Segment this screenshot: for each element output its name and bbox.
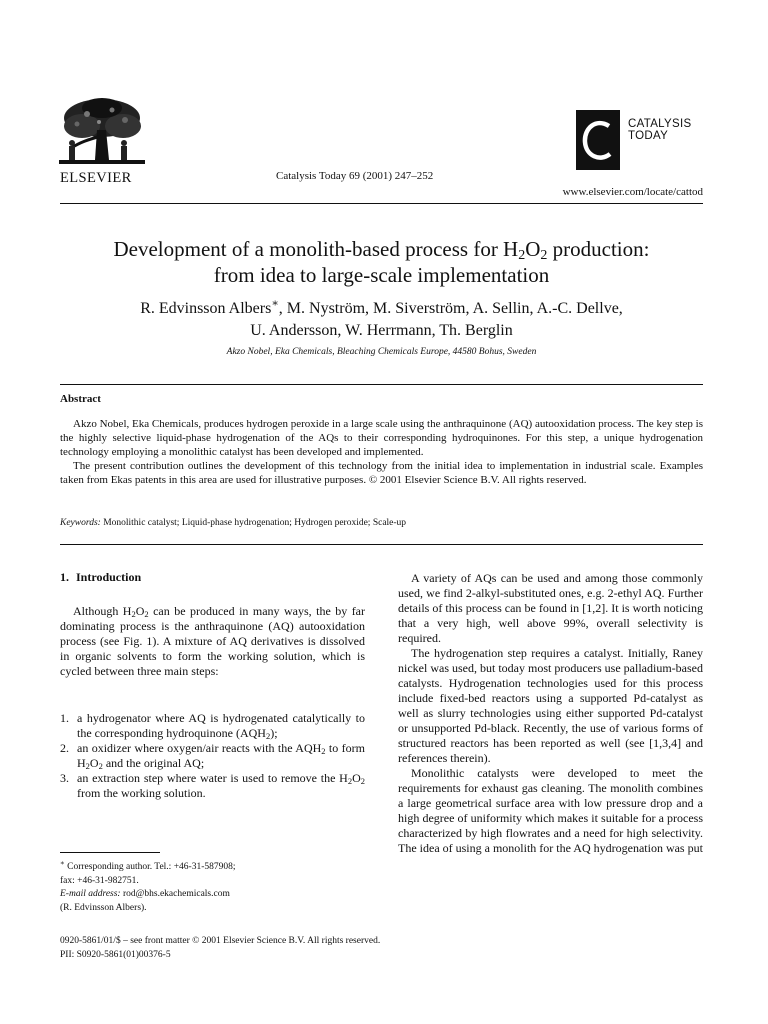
title-line-1: Development of a monolith-based process for $H_2O_2$ production:: [113, 237, 650, 263]
footnote-line: (R. Edvinsson Albers).: [60, 902, 147, 913]
title-line-2: from idea to large-scale implementation: [213, 263, 550, 287]
author-list: [60, 298, 703, 342]
keywords-text: Monolithic catalyst; Liquid-phase hydrogenation; Hydrogen peroxide; Scale-up: [100, 518, 407, 528]
section-heading-introduction: 1. Introduction: [60, 570, 142, 584]
catalysis-today-logo: [573, 98, 703, 180]
list-item: 1. a hydrogenator where AQ is hydrogenated catalytically to the corresponding hydroquinone $(AQH_2)$;: [60, 711, 365, 741]
body-paragraph: The hydrogenation step requires a catalyst. Initially, Raney nickel was used, but today most producers use palladium-based catalysts. Hydrogenation technologies used for this process include fixed-bed reactors using a supported Pd-catalyst as well as slurry technologies using either supported Pd-catalyst or unsupported Pd-black. Recently, the use of various forms of structured reactors has been reported as well (see [1,3,4] and references therein).: [398, 646, 703, 765]
authors-line-2: U. Andersson, W. Herrmann, Th. Berglin: [250, 322, 513, 339]
body-paragraph: Monolithic catalysts were developed to meet the requirements for exhaust gas cleaning. The monolith combines a large geometrical surface area with low pressure drop and a high degree of uniformity which makes it suitable for a process characterized by high flowrates and a need for high selectivity. The idea of using a monolith for the AQ hydrogenation was put: [398, 766, 703, 855]
copyright-line: 0920-5861/01/$ – see front matter © 2001 Elsevier Science B.V. All rights reserved.: [60, 936, 381, 946]
footnote-line: ∗ Corresponding author. Tel.: +46-31-587908;: [60, 858, 236, 872]
catalysis-today-emblem-icon: [576, 110, 620, 170]
pii-line: PII: S0920-5861(01)00376-5: [60, 949, 171, 960]
process-steps-list: [60, 711, 365, 801]
keywords-label: Keywords:: [60, 518, 101, 528]
elsevier-logo: [57, 96, 147, 186]
right-column: [398, 571, 703, 856]
footnote-line: fax: +46-31-982751.: [60, 875, 139, 886]
journal-logo-line2: TODAY: [628, 130, 669, 142]
catalysis-today-wordmark: [628, 118, 691, 142]
corresponding-author-mark[interactable]: ∗: [271, 297, 279, 310]
email-link[interactable]: rod@bhs.ekachemicals.com: [120, 889, 230, 899]
journal-logo-line1: CATALYSIS: [628, 118, 692, 130]
intro-paragraph: Although $H_2O_2$ can be produced in many ways, the by far dominating process is the anthraquinone (AQ) autooxidation process (see Fig. 1). A mixture of AQ derivatives is dissolved in organic solvents to form the working solution, which is cycled between three main steps:: [60, 604, 366, 678]
footnote-rule: [60, 852, 160, 853]
abstract-bottom-rule: [60, 544, 703, 545]
keywords: [60, 518, 703, 528]
body-paragraph: A variety of AQs can be used and among those commonly used, we find 2-alkyl-substituted ones, e.g. 2-ethyl AQ. Further details of this process can be found in [1,2]. It is worth noticing that a very high, well above 99%, overall selectivity is required.: [398, 571, 703, 645]
abstract-heading: Abstract: [60, 393, 101, 405]
affiliation: Akzo Nobel, Eka Chemicals, Bleaching Chemicals Europe, 44580 Bohus, Sweden: [226, 347, 537, 357]
abstract-top-rule: [60, 384, 703, 385]
elsevier-tree-icon: [57, 96, 147, 168]
journal-url[interactable]: www.elsevier.com/locate/cattod: [562, 186, 703, 198]
journal-citation: Catalysis Today 69 (2001) 247–252: [276, 170, 434, 182]
front-matter: [60, 935, 380, 962]
authors-line-1: R. Edvinsson Albers∗, M. Nyström, M. Siverström, A. Sellin, A.-C. Dellve,: [140, 297, 623, 317]
abstract-paragraph: The present contribution outlines the development of this technology from the initial idea to implementation in industrial scale. Examples taken from Ekas patents in this area are used for illustrative purposes. © 2001 Elsevier Science B.V. All rights reserved.: [60, 460, 703, 486]
footnote-email: E-mail address: rod@bhs.ekachemicals.com: [60, 889, 230, 899]
footnote: [60, 858, 365, 915]
abstract-body: [60, 417, 703, 487]
list-item: 2. an oxidizer where oxygen/air reacts with the $AQH_2$ to form $H_2O_2$ and the original AQ;: [60, 741, 365, 771]
abstract-paragraph: Akzo Nobel, Eka Chemicals, produces hydrogen peroxide in a large scale using the anthraquinone (AQ) autooxidation process. The key step is the highly selective liquid-phase hydrogenation of the AQs to their corresponding hydroquinones. For this step, a unique hydrogenation technology employing a monolithic catalyst has been developed and implemented.: [60, 418, 703, 458]
publisher-name: ELSEVIER: [60, 170, 132, 186]
list-item: 3. an extraction step where water is used to remove the $H_2O_2$ from the working solution.: [60, 771, 365, 800]
article-title: [60, 236, 703, 288]
header-rule: [60, 203, 703, 204]
